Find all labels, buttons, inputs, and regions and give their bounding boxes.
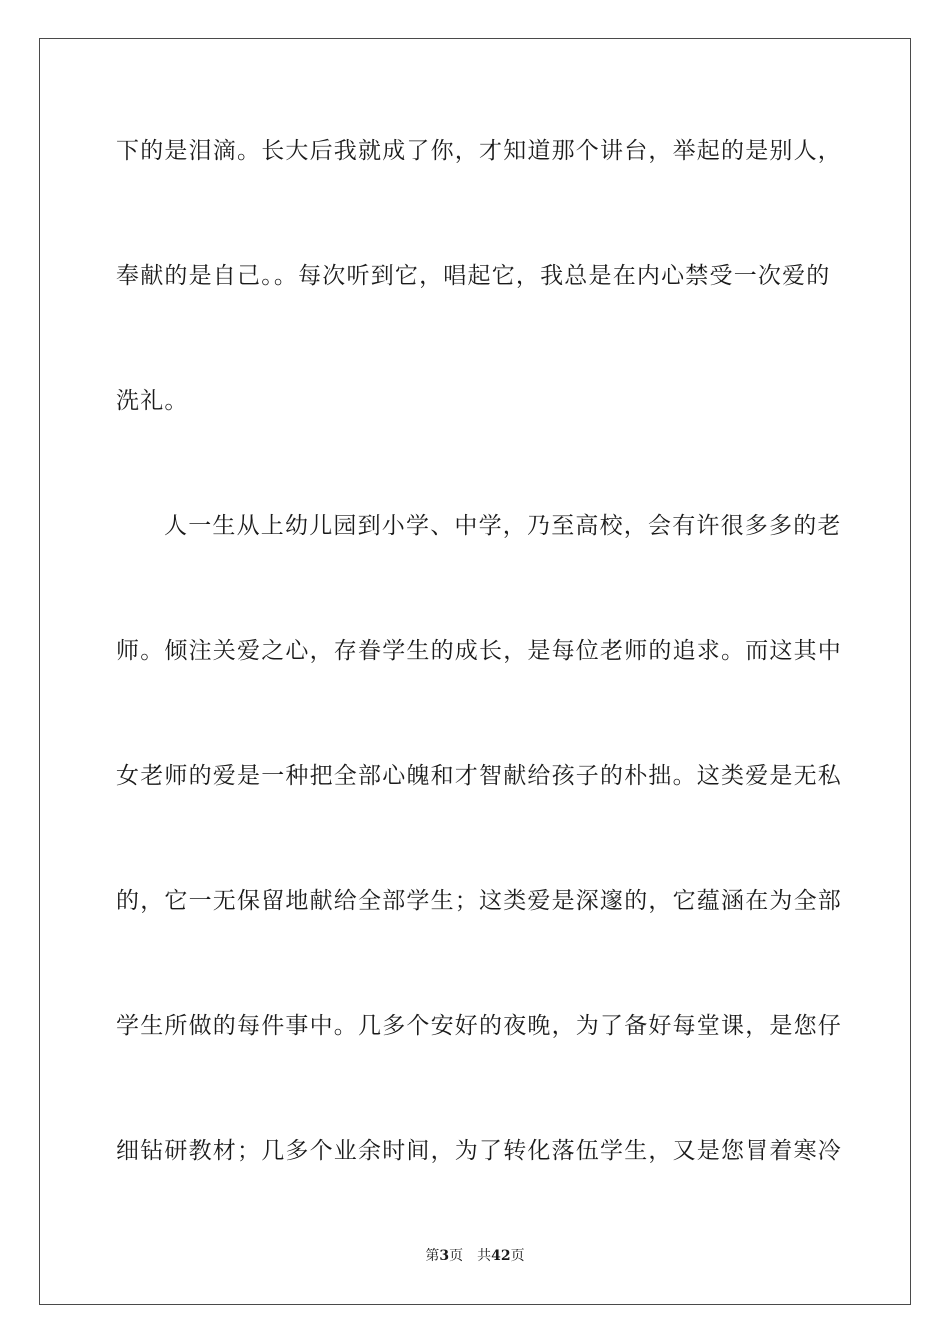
text-line-1: 下的是泪滴。长大后我就成了你，才知道那个讲台，举起的是别人， (116, 138, 842, 164)
text-line-6: 女老师的爱是一种把全部心魄和才智献给孩子的朴拙。这类爱是无私 (116, 763, 842, 789)
footer-page-current: 3 (439, 1248, 450, 1264)
footer-page-total: 42 (491, 1248, 511, 1264)
text-line-8: 学生所做的每件事中。几多个安好的夜晚，为了备好每堂课，是您仔 (116, 1013, 842, 1039)
footer-page-prefix: 第 (425, 1248, 440, 1264)
text-line-5: 师。倾注关爱之心，存眷学生的成长，是每位老师的追求。而这其中 (116, 638, 842, 664)
text-line-3: 洗礼。 (116, 388, 189, 414)
page-border (39, 38, 911, 1305)
text-line-2: 奉献的是自己。。每次听到它，唱起它，我总是在内心禁受一次爱的 (116, 263, 831, 289)
text-line-4: 人一生从上幼儿园到小学、中学，乃至高校，会有许很多多的老 (164, 513, 842, 539)
footer-total-prefix: 共 (477, 1248, 492, 1264)
footer-total-unit: 页 (510, 1248, 525, 1264)
text-line-7: 的，它一无保留地献给全部学生；这类爱是深邃的，它蕴涵在为全部 (116, 888, 842, 914)
footer-page-unit: 页 (449, 1248, 464, 1264)
page-footer (0, 1247, 950, 1265)
text-line-9: 细钻研教材；几多个业余时间，为了转化落伍学生，又是您冒着寒冷 (116, 1138, 842, 1164)
